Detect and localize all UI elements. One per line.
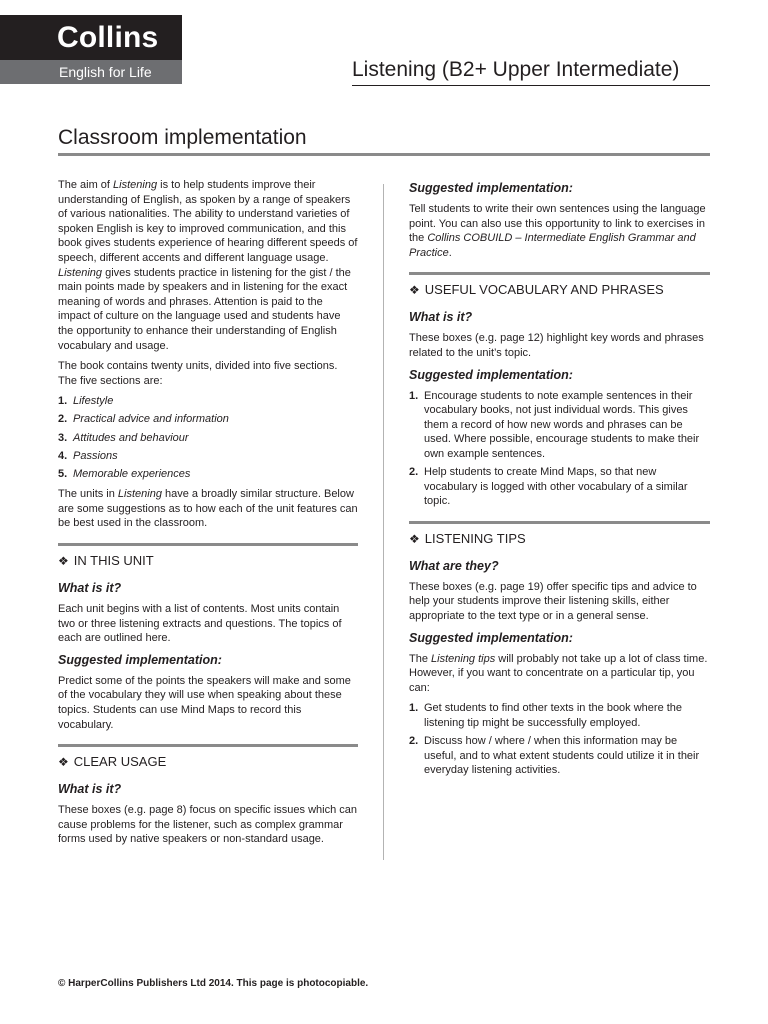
diamond-bullet-icon: ❖ — [58, 755, 69, 770]
heading-rule — [58, 153, 710, 156]
diamond-bullet-icon: ❖ — [58, 554, 69, 569]
copyright-footer: © HarperCollins Publishers Ltd 2014. This page is photocopiable. — [58, 978, 369, 989]
listening-tips-description: These boxes (e.g. page 19) offer specific tips and advice to help your students improve their listening skills, either appropriate to the text type or in a general sense. — [409, 580, 697, 622]
clear-usage-implementation: Tell students to write their own sentences using the language point. You can also use this opportunity to link to exercises in the Collins COBUILD – Intermediate English Grammar and Practice. — [409, 203, 706, 259]
suggested-implementation-label: Suggested implementation: — [409, 630, 573, 645]
list-item: 1. Encourage students to note example sentences in their vocabulary books, not just individual words. This gives them a record of how new words and phrases can be used. Where possible, encourage students to make their own example sentences. — [409, 389, 700, 460]
box-rule — [409, 521, 710, 524]
logo-tagline: English for Life — [59, 64, 152, 80]
listening-tips-list — [409, 701, 710, 777]
collins-logo — [0, 15, 182, 84]
useful-vocabulary-heading: ❖ USEFUL VOCABULARY AND PHRASES — [409, 282, 664, 298]
suggested-implementation-label: Suggested implementation: — [409, 367, 573, 382]
right-column — [409, 178, 710, 784]
logo-brand: Collins — [57, 21, 159, 54]
title-rule — [352, 85, 710, 86]
intro-paragraph-2: The book contains twenty units, divided into five sections. The five sections are: — [58, 360, 338, 387]
clear-usage-heading: ❖ CLEAR USAGE — [58, 754, 167, 770]
diamond-bullet-icon: ❖ — [409, 531, 420, 546]
list-item: 2. Discuss how / where / when this information may be useful, and to what extent students could utilize it in their everyday listening activities. — [409, 735, 700, 777]
in-this-unit-description: Each unit begins with a list of contents. Most units contain two or three listening extracts and questions. The topics of each are outlined here. — [58, 603, 342, 645]
list-item: 4. Passions — [58, 449, 118, 462]
column-divider — [383, 184, 384, 860]
listening-tips-implementation: The Listening tips will probably not take up a lot of class time. However, if you want to concentrate on a particular tip, you can: — [409, 652, 708, 694]
diamond-bullet-icon: ❖ — [409, 283, 420, 298]
list-item: 5. Memorable experiences — [58, 467, 191, 480]
vocabulary-implementation-list — [409, 389, 710, 509]
suggested-implementation-label: Suggested implementation: — [409, 181, 573, 195]
box-rule — [58, 744, 358, 747]
page-title: Listening (B2+ Upper Intermediate) — [352, 58, 680, 81]
logo-bottom-band — [0, 60, 182, 84]
what-is-it-label: What is it? — [409, 310, 473, 325]
left-column — [58, 178, 358, 853]
suggested-implementation-label: Suggested implementation: — [58, 652, 222, 667]
vocabulary-description: These boxes (e.g. page 12) highlight key words and phrases related to the unit’s topic. — [409, 332, 704, 359]
sections-list — [58, 394, 358, 481]
in-this-unit-heading: ❖ IN THIS UNIT — [58, 553, 154, 569]
what-is-it-label: What is it? — [58, 782, 122, 797]
what-are-they-label: What are they? — [409, 558, 499, 573]
list-item: 2. Help students to create Mind Maps, so that new vocabulary is logged with other vocabulary of a similar topic. — [409, 466, 688, 508]
what-is-it-label: What is it? — [58, 581, 122, 596]
list-item: 3. Attitudes and behaviour — [58, 431, 189, 444]
box-rule — [58, 543, 358, 546]
list-item: 2. Practical advice and information — [58, 413, 229, 426]
logo-top-band — [0, 15, 182, 60]
box-rule — [409, 272, 710, 275]
intro-paragraph-1: The aim of Listening is to help students improve their understanding of English, as spoken by a range of speakers of various nationalities. The ability to understand varieties of spoken English is key to improved communication, and this book gives students experience of hearing different speeds of speech, different accents and different language usage. Listening gives students practice in listening for the gist / the main points made by speakers and in listening for the exact meaning of words and phrases. Attention is paid to the impact of culture on the language used and students have the opportunity to enhance their understanding of English vocabulary and usage. — [58, 179, 358, 352]
intro-paragraph-3: The units in Listening have a broadly similar structure. Below are some suggestions as to how each of the unit features can be best used in the classroom. — [58, 488, 358, 530]
clear-usage-description: These boxes (e.g. page 8) focus on specific issues which can cause problems for the listener, such as complex grammar forms used by native speakers or non-standard usage. — [58, 804, 357, 846]
in-this-unit-implementation: Predict some of the points the speakers will make and some of the vocabulary they will use when speaking about these topics. Students can use Mind Maps to record this vocabulary. — [58, 674, 351, 731]
list-item: 1. Lifestyle — [58, 395, 114, 408]
list-item: 1. Get students to find other texts in the book where the listening tip might be successfully employed. — [409, 702, 683, 729]
listening-tips-heading: ❖ LISTENING TIPS — [409, 530, 526, 546]
section-heading: Classroom implementation — [58, 126, 307, 149]
